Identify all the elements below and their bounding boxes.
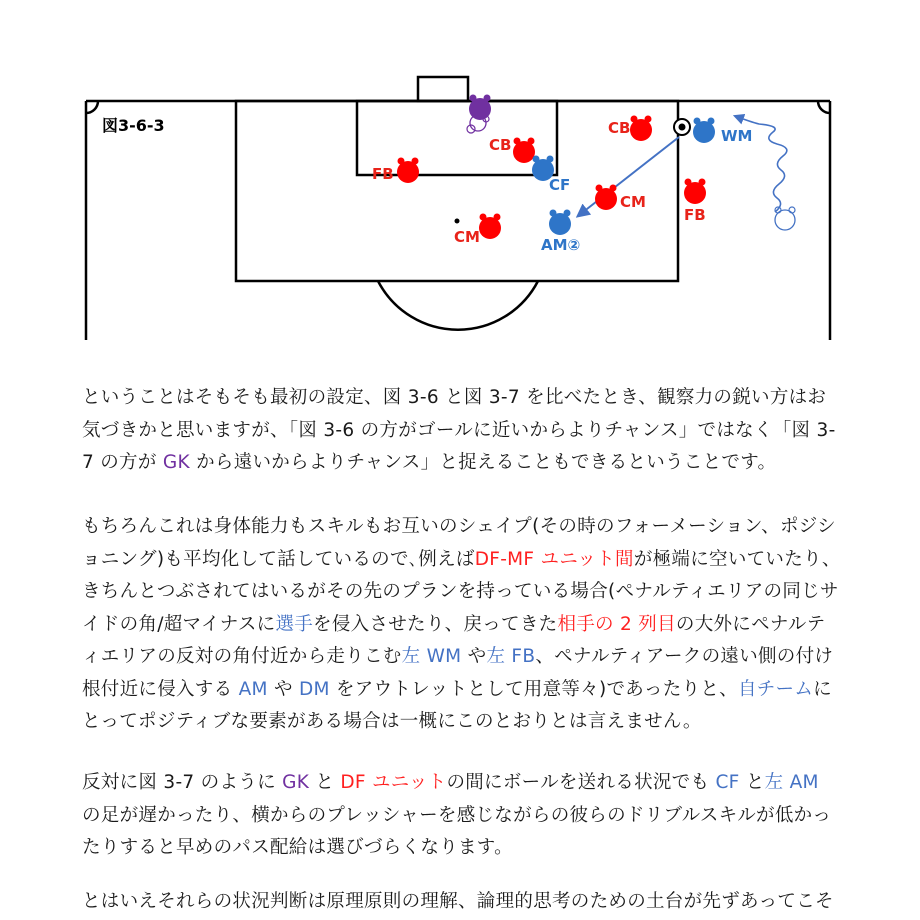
player-wm bbox=[693, 118, 715, 144]
label-fb-right: FB bbox=[684, 206, 706, 224]
player-fb-right bbox=[684, 179, 706, 205]
highlight-purple: GK bbox=[282, 772, 310, 793]
text-run: から遠いからよりチャンス」と捉えることもできるということです。 bbox=[189, 452, 777, 473]
text-run: にとってポジティブな要素がある場合は一概にこのとおりとは言えません。 bbox=[82, 678, 832, 732]
tactical-diagram bbox=[0, 0, 920, 350]
text-run: や bbox=[461, 646, 487, 667]
label-cm-left: CM bbox=[454, 228, 480, 246]
text-run: とはいえそれらの状況判断は原理原則の理解、論理的思考のための土台が先ずあってこそ bbox=[82, 891, 834, 912]
label-fb-left: FB bbox=[372, 165, 394, 183]
label-cf: CF bbox=[549, 176, 571, 194]
label-cb-left: CB bbox=[489, 136, 512, 154]
player-cb-left bbox=[513, 138, 535, 164]
player-cm-left bbox=[479, 214, 501, 240]
text-run: を侵入させたり、戻ってきた bbox=[313, 613, 558, 635]
paragraph-2 bbox=[82, 511, 842, 739]
player-am bbox=[549, 210, 571, 236]
text-run: と bbox=[739, 772, 765, 793]
player-cm-right bbox=[595, 185, 617, 211]
text-run: の足が遅かったり、横からのプレッシャーを感じながらの彼らのドリブルスキルが低かったりすると早めのパス配給は選びづらくなります。 bbox=[82, 804, 832, 858]
goalkeeper bbox=[467, 95, 491, 134]
paragraph-3 bbox=[82, 767, 842, 865]
player-fb-left bbox=[397, 158, 419, 184]
text-run: の間にボールを送れる状況でも bbox=[446, 772, 716, 793]
ball-marker bbox=[455, 219, 460, 224]
paragraph-4 bbox=[82, 886, 842, 919]
text-run: の大外にペナルティエリアの反対の角付近から走りこむ bbox=[82, 613, 826, 667]
player-cb-right bbox=[630, 116, 652, 142]
label-cm-right: CM bbox=[620, 193, 646, 211]
highlight-blue: 自チーム bbox=[737, 678, 814, 700]
highlight-blue: AM bbox=[238, 678, 268, 700]
highlight-red: 相手の 2 列目 bbox=[557, 613, 676, 635]
text-run: をアウトレットとして用意等々)であったりと、 bbox=[329, 678, 738, 700]
pitch-lines bbox=[86, 77, 830, 340]
player-wm-ghost bbox=[775, 207, 795, 230]
label-am: AM② bbox=[541, 236, 581, 254]
text-run: ということはそもそも最初の設定、図 3-6 と図 3-7 を比べたとき、観察力の鋭い方はお気づきかと思いますが、「図 3-6 の方がゴールに近いからよりチャンス」ではなく「図 3-7 の方が bbox=[82, 387, 836, 473]
figure-title: 図3-6-3 bbox=[102, 116, 165, 135]
highlight-blue: CF bbox=[715, 772, 740, 793]
text-run: 、ペナルティアークの遠い側の付け根付近に侵入する bbox=[82, 646, 834, 700]
label-cb-right: CB bbox=[608, 119, 631, 137]
highlight-blue: 左 WM bbox=[401, 646, 462, 667]
highlight-blue: 左 AM bbox=[764, 772, 819, 793]
ball bbox=[674, 119, 690, 135]
highlight-blue: DM bbox=[298, 678, 330, 700]
text-run: が極端に空いていたり、きちんとつぶされてはいるがその先のプランを持っている場合(ペナルティエリアの同じサイドの角/超マイナスに bbox=[82, 548, 841, 635]
text-run: と bbox=[309, 772, 341, 793]
highlight-red: DF ユニット bbox=[340, 772, 447, 793]
text-run: 反対に図 3-7 のように bbox=[82, 772, 283, 793]
highlight-blue: 左 FB bbox=[486, 646, 536, 667]
text-run: もちろんこれは身体能力もスキルもお互いのシェイプ(その時のフォーメーション、ポジショニング)も平均化して話しているので､例えば bbox=[82, 516, 836, 570]
text-run: や bbox=[267, 678, 299, 700]
label-wm: WM bbox=[721, 127, 753, 145]
paragraph-1 bbox=[82, 382, 842, 480]
highlight-purple: GK bbox=[162, 452, 190, 473]
highlight-blue: 選手 bbox=[275, 613, 314, 635]
highlight-red: DF-MF ユニット間 bbox=[474, 548, 634, 570]
